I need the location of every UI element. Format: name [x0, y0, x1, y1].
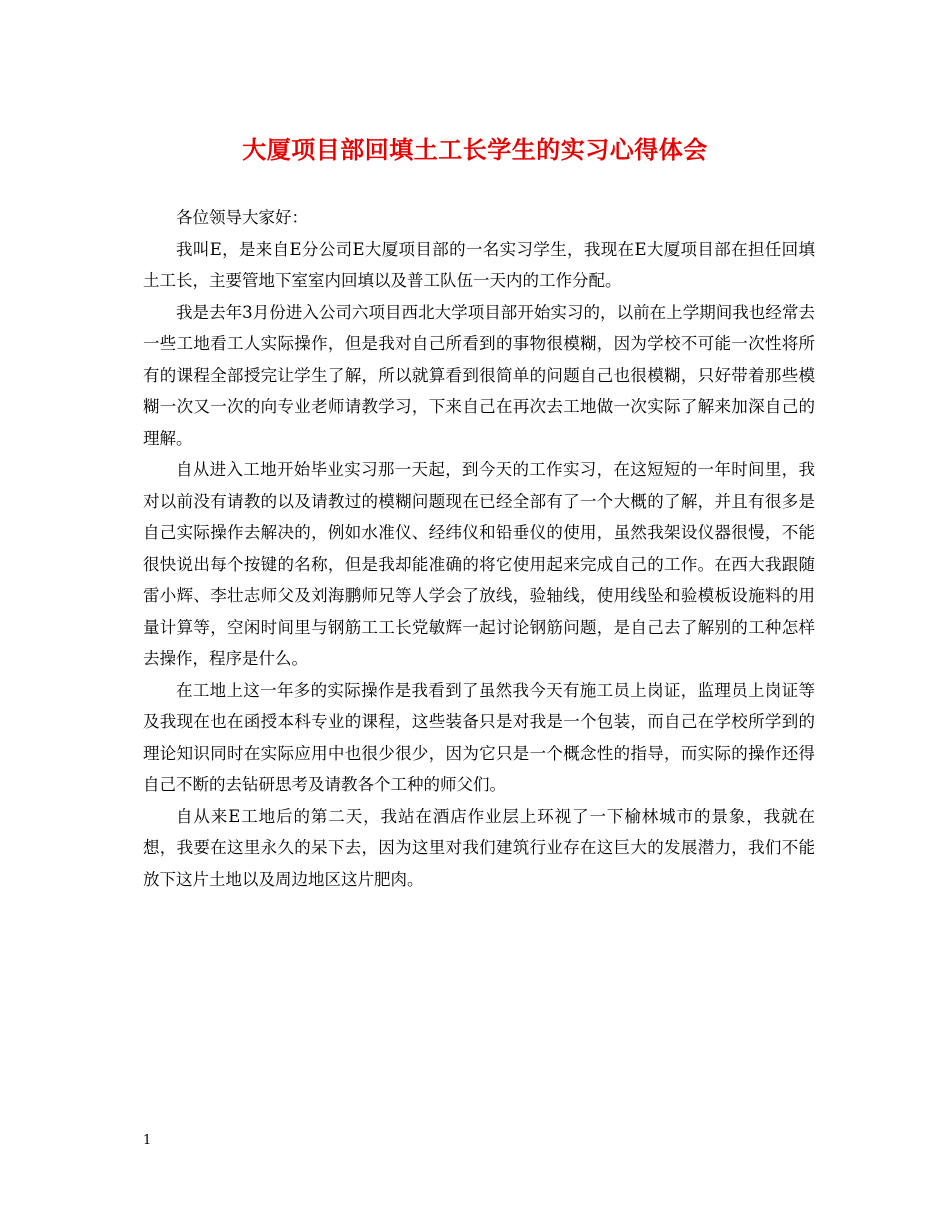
page-number: 1	[143, 1133, 152, 1148]
paragraph: 我是去年3月份进入公司六项目西北大学项目部开始实习的，以前在上学期间我也经常去一些工地看工人实际操作，但是我对自己所看到的事物很模糊，因为学校不可能一次性将所有的课程全部授完让学生了解，所以就算看到很简单的问题自己也很模糊，只好带着那些模糊一次又一次的向专业老师请教学习，下来自己在再次去工地做一次实际了解来加深自己的理解。	[143, 302, 815, 448]
paragraph: 自从进入工地开始毕业实习那一天起，到今天的工作实习，在这短短的一年时间里，我对以前没有请教的以及请教过的模糊问题现在已经全部有了一个大概的了解，并且有很多是自己实际操作去解决的，例如水准仪、经纬仪和铅垂仪的使用，虽然我架设仪器很慢，不能很快说出每个按键的名称，但是我却能准确的将它使用起来完成自己的工作。在西大我跟随雷小辉、李壮志师父及刘海鹏师兄等人学会了放线，验轴线，使用线坠和验模板设施料的用量计算等，空闲时间里与钢筋工工长党敏辉一起讨论钢筋问题，是自己去了解别的工种怎样去操作，程序是什么。	[143, 460, 815, 668]
document-title: 大厦项目部回填土工长学生的实习心得体会	[242, 135, 708, 164]
paragraph: 在工地上这一年多的实际操作是我看到了虽然我今天有施工员上岗证，监理员上岗证等及我现在也在函授本科专业的课程，这些装备只是对我是一个包装，而自己在学校所学到的理论知识同时在实际应用中也很少很少，因为它只是一个概念性的指导，而实际的操作还得自己不断的去钻研思考及请教各个工种的师父们。	[143, 680, 815, 794]
document-body	[143, 202, 815, 895]
paragraph: 自从来E工地后的第二天，我站在酒店作业层上环视了一下榆林城市的景象，我就在想，我要在这里永久的呆下去，因为这里对我们建筑行业存在这巨大的发展潜力，我们不能放下这片土地以及周边地区这片肥肉。	[143, 806, 815, 889]
paragraph-greeting: 各位领导大家好：	[176, 208, 308, 227]
paragraph: 我叫E，是来自E分公司E大厦项目部的一名实习学生，我现在E大厦项目部在担任回填土工长，主要管地下室室内回填以及普工队伍一天内的工作分配。	[143, 239, 815, 290]
